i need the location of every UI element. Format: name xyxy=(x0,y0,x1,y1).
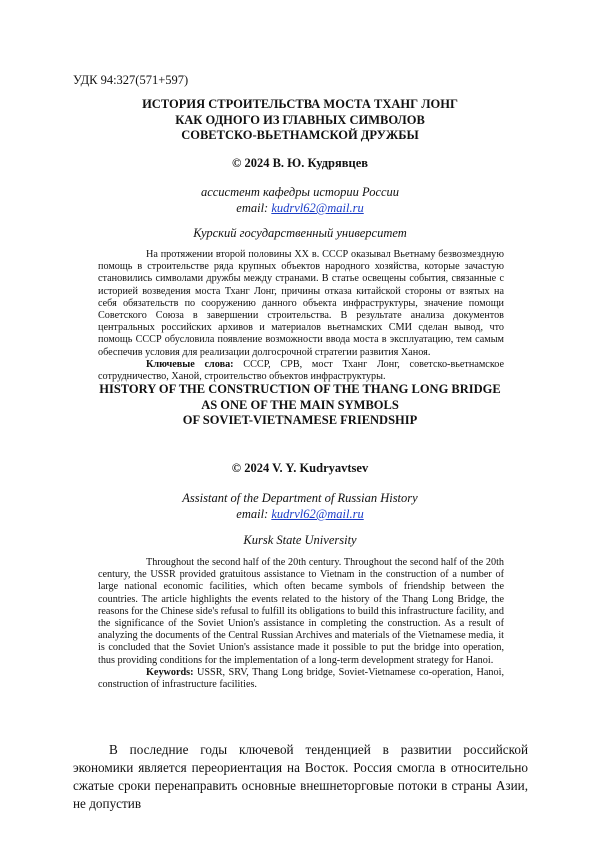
ru-keywords-text: СССР, СРВ, мост Тханг Лонг, советско-вьетнамское сотрудничество, Ханой, строительство объектов инфраструктуры. xyxy=(98,358,504,383)
en-title-line: AS ONE OF THE MAIN SYMBOLS xyxy=(201,397,399,412)
body-paragraph: В последние годы ключевой тенденцией в развитии российской экономики является переориентация на Восток. Россия смогла в относительно сжатые сроки перенаправить основные внешнеторговые потоки в страны Азии, не допустив xyxy=(73,742,528,811)
ru-abstract xyxy=(98,249,504,383)
ru-title-line: КАК ОДНОГО ИЗ ГЛАВНЫХ СИМВОЛОВ xyxy=(175,112,425,127)
ru-keywords-label: Ключевые слова: xyxy=(146,358,234,370)
ru-author: © 2024 В. Ю. Кудрявцев xyxy=(231,156,368,170)
ru-title-line: СОВЕТСКО-ВЬЕТНАМСКОЙ ДРУЖБЫ xyxy=(181,128,419,142)
en-email-label: email: xyxy=(236,507,272,521)
en-abstract xyxy=(98,557,504,691)
en-email-line xyxy=(0,506,600,522)
en-title-line: OF SOVIET-VIETNAMESE FRIENDSHIP xyxy=(182,413,418,427)
ru-title xyxy=(80,97,520,144)
en-title-line: HISTORY OF THE CONSTRUCTION OF THE THANG LONG BRIDGE xyxy=(99,382,501,396)
en-position: Assistant of the Department of Russian History xyxy=(182,491,418,505)
ru-university: Курский государственный университет xyxy=(193,226,407,240)
en-title xyxy=(80,382,520,429)
ru-keywords xyxy=(98,359,504,383)
article-body xyxy=(73,741,528,813)
ru-email-link[interactable]: kudrvl62@mail.ru xyxy=(271,201,364,215)
en-abstract-text: Throughout the second half of the 20th century. Throughout the second half of the 20th century, the USSR provided gratuitous assistance to Vietnam in the construction of a number of large national economic facilities, which often became symbols of friendship between the countries. The article highlights the events related to the history of the Thang Long Bridge, the reasons for the Chinese side's refusal to fulfill its obligations to build this infrastructure facility, and the significance of the Soviet Union's assistance in completing the construction. As a result of analyzing the documents of the Central Russian Archives and materials of the Vietnamese media, it is concluded that the Soviet Union's assistance made it possible to put the bridge into operation, thus providing conditions for the implementation of a long-term development strategy for Hanoi. xyxy=(98,557,504,666)
udk-code: УДК 94:327(571+597) xyxy=(73,73,189,87)
ru-abstract-text: На протяжении второй половины XX в. СССР оказывал Вьетнаму безвозмездную помощь в строительстве ряда крупных объектов народного хозяйства, которые зачастую становились символами дружбы между странами. В статье освещены события, связанные с историей возведения моста Тханг Лонг, причины отказа китайской стороны от взятых на себя обязательств по сооружению данного объекта инфраструктуры, значение помощи Советского Союза в завершении строительства. В результате анализа документов центральных российских архивов и материалов вьетнамских СМИ сделан вывод, что помощь СССР обусловила появление возможности ввода моста в эксплуатацию, тем самым обеспечив условия для реализации долгосрочной стратегии развития Ханоя. xyxy=(98,249,504,358)
ru-email-label: email: xyxy=(236,201,272,215)
en-university: Kursk State University xyxy=(243,533,357,547)
en-author: © 2024 V. Y. Kudryavtsev xyxy=(231,461,369,475)
ru-email-line xyxy=(0,200,600,216)
en-keywords xyxy=(98,667,504,691)
en-affiliation xyxy=(0,490,600,522)
en-keywords-text: USSR, SRV, Thang Long bridge, Soviet-Vietnamese co-operation, Hanoi, construction of infrastructure facilities. xyxy=(98,666,504,691)
ru-position: ассистент кафедры истории России xyxy=(200,185,400,199)
en-email-link[interactable]: kudrvl62@mail.ru xyxy=(271,507,364,521)
en-keywords-label: Keywords: xyxy=(146,666,194,678)
ru-affiliation xyxy=(0,184,600,216)
ru-title-line: ИСТОРИЯ СТРОИТЕЛЬСТВА МОСТА ТХАНГ ЛОНГ xyxy=(142,97,458,111)
